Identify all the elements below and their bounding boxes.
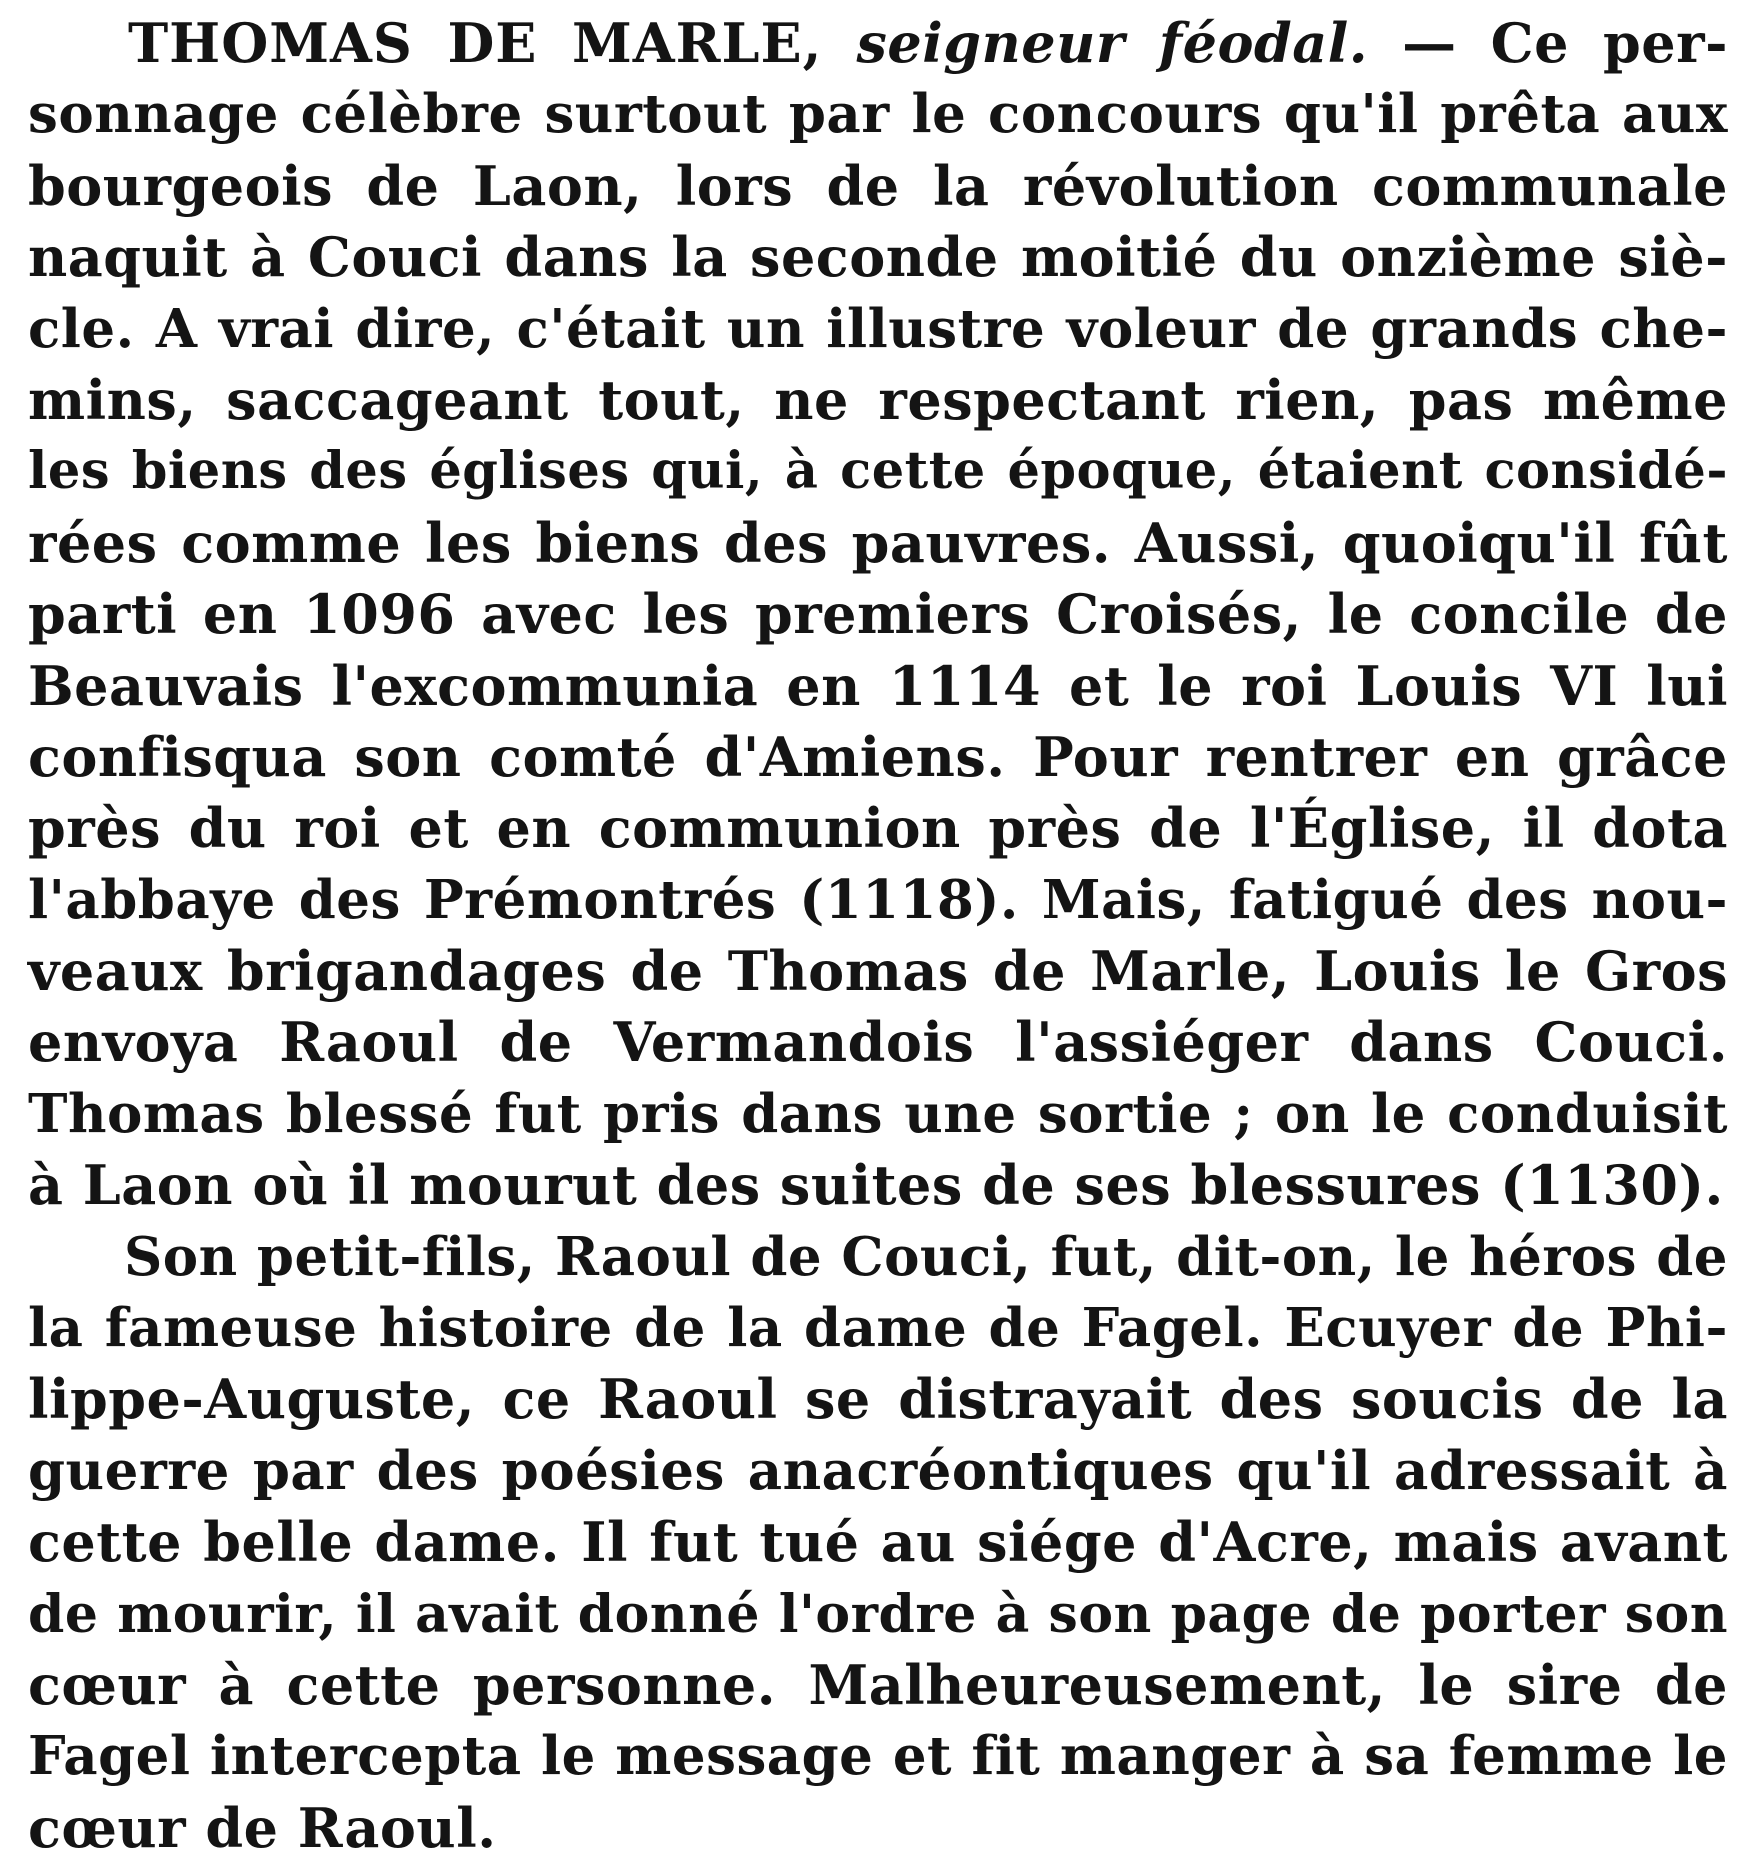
article-heading-name: THOMAS DE MARLE, xyxy=(128,11,823,75)
paragraph2-line: lippe-Auguste, ce Raoul se distrayait des soucis de la xyxy=(28,1367,1728,1432)
paragraph2-line: cette belle dame. Il fut tué au siége d'Acre, mais avant xyxy=(28,1510,1728,1575)
paragraph1-line: Thomas blessé fut pris dans une sortie ; on le conduisit xyxy=(28,1082,1728,1145)
paragraph1-line: près du roi et en communion près de l'Église, il dota xyxy=(28,796,1728,861)
article-heading-rest: — Ce per- xyxy=(1402,11,1728,75)
paragraph1-line: rées comme les biens des pauvres. Aussi, quoiqu'il fût xyxy=(28,510,1728,575)
paragraph1-line: Beauvais l'excommunia en 1114 et le roi Louis VI lui xyxy=(28,653,1728,718)
article-heading-line xyxy=(28,8,1728,79)
paragraph1-line: confisqua son comté d'Amiens. Pour rentrer en grâce xyxy=(28,724,1728,789)
paragraph2-line: de mourir, il avait donné l'ordre à son page de porter son xyxy=(28,1583,1728,1645)
article-heading-title: seigneur féodal. xyxy=(856,11,1369,75)
paragraph2-line: guerre par des poésies anacréontiques qu'il adressait à xyxy=(28,1439,1728,1502)
paragraph2-line: cœur à cette personne. Malheureusement, le sire de xyxy=(28,1652,1728,1717)
paragraph2-line: Son petit-fils, Raoul de Couci, fut, dit-on, le héros de xyxy=(124,1225,1728,1288)
paragraph1-line: parti en 1096 avec les premiers Croisés, le concile de xyxy=(28,582,1728,647)
paragraph1-line: l'abbaye des Prémontrés (1118). Mais, fatigué des nou- xyxy=(28,868,1728,931)
paragraph1-line: naquit à Couci dans la seconde moitié du onzième siè- xyxy=(28,225,1728,290)
paragraph1-line: les biens des églises qui, à cette époque, étaient considé- xyxy=(28,441,1728,502)
paragraph2-line: Fagel intercepta le message et fit manger à sa femme le xyxy=(28,1725,1728,1788)
paragraph1-line: bourgeois de Laon, lors de la révolution communale xyxy=(28,153,1728,218)
paragraph1-line: à Laon où il mourut des suites de ses blessures (1130). xyxy=(28,1153,1724,1218)
article-column xyxy=(28,8,1728,1864)
paragraph1-line: mins, saccageant tout, ne respectant rien, pas même xyxy=(28,367,1728,432)
paragraph1-line: cle. A vrai dire, c'était un illustre voleur de grands che- xyxy=(28,297,1728,360)
paragraph2-line: la fameuse histoire de la dame de Fagel. Ecuyer de Phi- xyxy=(28,1297,1728,1360)
paragraph1-line: sonnage célèbre surtout par le concours qu'il prêta aux xyxy=(28,83,1728,146)
paragraph2-line: cœur de Raoul. xyxy=(28,1795,497,1860)
paragraph1-line: envoya Raoul de Vermandois l'assiéger dans Couci. xyxy=(28,1010,1728,1075)
paragraph1-line: veaux brigandages de Thomas de Marle, Louis le Gros xyxy=(28,939,1728,1004)
